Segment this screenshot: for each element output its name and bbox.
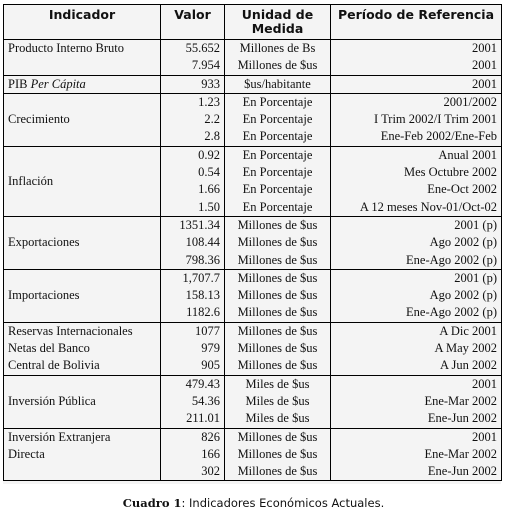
cell-valor: 1182.6 — [161, 304, 225, 322]
cell-valor: 166 — [161, 446, 225, 463]
indicator-name-part: Inflación — [8, 173, 54, 188]
table-row — [4, 446, 502, 463]
table-row — [4, 216, 502, 234]
indicator-name: Netas del Banco — [4, 340, 161, 357]
cell-periodo: Ene-Mar 2002 — [331, 446, 502, 463]
cell-valor: 7.954 — [161, 57, 225, 75]
cell-unidad: En Porcentaje — [225, 128, 331, 146]
indicator-name-part: Producto Interno Bruto — [8, 41, 124, 55]
cell-unidad: Millones de $us — [225, 287, 331, 304]
cell-valor: 1351.34 — [161, 216, 225, 234]
cell-unidad: Millones de $us — [225, 304, 331, 322]
cell-unidad: Millones de $us — [225, 269, 331, 287]
cell-periodo: Ene-Jun 2002 — [331, 463, 502, 481]
cell-valor: 1.50 — [161, 199, 225, 217]
table-row — [4, 269, 502, 287]
cell-periodo: Ene-Ago 2002 (p) — [331, 252, 502, 270]
cell-periodo: Ene-Ago 2002 (p) — [331, 304, 502, 322]
cell-valor: 933 — [161, 75, 225, 93]
indicator-name: Directa — [4, 446, 161, 463]
header-valor: Valor — [161, 5, 225, 40]
caption-label: Cuadro 1 — [122, 496, 182, 510]
cell-periodo: A May 2002 — [331, 340, 502, 357]
cell-periodo: 2001 — [331, 40, 502, 58]
indicator-name-part: Inversión Pública — [8, 393, 96, 408]
cell-unidad: En Porcentaje — [225, 111, 331, 128]
cell-unidad: En Porcentaje — [225, 181, 331, 198]
cell-unidad: Miles de $us — [225, 393, 331, 410]
table-row — [4, 340, 502, 357]
cell-valor: 826 — [161, 428, 225, 446]
cell-periodo: Ene-Jun 2002 — [331, 410, 502, 428]
table-row — [4, 40, 502, 58]
header-unidad-line2: Medida — [251, 21, 304, 36]
cell-unidad: Millones de $us — [225, 252, 331, 270]
indicator-name — [4, 463, 161, 481]
cell-unidad: Millones de $us — [225, 463, 331, 481]
table-header-row — [4, 5, 502, 40]
table-caption — [0, 496, 507, 510]
cell-valor: 1077 — [161, 322, 225, 340]
indicator-name — [4, 93, 161, 146]
cell-periodo: 2001 (p) — [331, 269, 502, 287]
cell-unidad: Millones de $us — [225, 57, 331, 75]
cell-periodo: Ene-Mar 2002 — [331, 393, 502, 410]
cell-unidad: En Porcentaje — [225, 199, 331, 217]
cell-periodo: A Jun 2002 — [331, 357, 502, 375]
cell-unidad: Millones de $us — [225, 428, 331, 446]
cell-valor: 302 — [161, 463, 225, 481]
table-row — [4, 375, 502, 393]
cell-valor: 108.44 — [161, 234, 225, 251]
cell-valor: 0.92 — [161, 146, 225, 164]
table-row — [4, 322, 502, 340]
cell-unidad: Millones de $us — [225, 340, 331, 357]
table-body — [4, 40, 502, 481]
cell-periodo: Anual 2001 — [331, 146, 502, 164]
indicator-name-part: Crecimiento — [8, 112, 70, 127]
cell-periodo: Mes Octubre 2002 — [331, 164, 502, 181]
cell-unidad: En Porcentaje — [225, 164, 331, 181]
cell-unidad: Millones de $us — [225, 234, 331, 251]
cell-periodo: A 12 meses Nov-01/Oct-02 — [331, 199, 502, 217]
indicator-name: Central de Bolivia — [4, 357, 161, 375]
indicator-name-part: Per Cápita — [30, 76, 86, 91]
cell-unidad: Miles de $us — [225, 410, 331, 428]
cell-periodo: 2001 (p) — [331, 216, 502, 234]
cell-valor: 0.54 — [161, 164, 225, 181]
cell-valor: 1,707.7 — [161, 269, 225, 287]
cell-periodo: 2001/2002 — [331, 93, 502, 111]
indicator-name — [4, 269, 161, 322]
cell-periodo: 2001 — [331, 57, 502, 75]
header-unidad — [225, 5, 331, 40]
table-row — [4, 357, 502, 375]
cell-valor: 54.36 — [161, 393, 225, 410]
cell-unidad: Millones de $us — [225, 322, 331, 340]
cell-valor: 979 — [161, 340, 225, 357]
indicator-name — [4, 375, 161, 428]
cell-unidad: En Porcentaje — [225, 93, 331, 111]
indicator-name: Reservas Internacionales — [4, 322, 161, 340]
cell-valor: 55.652 — [161, 40, 225, 58]
cell-unidad: En Porcentaje — [225, 146, 331, 164]
cell-valor: 479.43 — [161, 375, 225, 393]
cell-periodo: A Dic 2001 — [331, 322, 502, 340]
cell-periodo: Ene-Feb 2002/Ene-Feb — [331, 128, 502, 146]
cell-valor: 1.66 — [161, 181, 225, 198]
cell-periodo: 2001 — [331, 75, 502, 93]
cell-unidad: Millones de $us — [225, 446, 331, 463]
indicator-name-part: Importaciones — [8, 288, 80, 303]
cell-valor: 2.8 — [161, 128, 225, 146]
table-row — [4, 93, 502, 111]
indicator-name — [4, 146, 161, 216]
indicator-name — [4, 216, 161, 269]
header-unidad-line1: Unidad de — [241, 7, 314, 22]
cell-periodo: Ago 2002 (p) — [331, 287, 502, 304]
cell-unidad: Miles de $us — [225, 375, 331, 393]
header-periodo: Período de Referencia — [331, 5, 502, 40]
cell-unidad: Millones de Bs — [225, 40, 331, 58]
cell-periodo: I Trim 2002/I Trim 2001 — [331, 111, 502, 128]
cell-periodo: Ago 2002 (p) — [331, 234, 502, 251]
cell-valor: 1.23 — [161, 93, 225, 111]
indicator-name-part: Exportaciones — [8, 235, 80, 250]
indicator-name: Inversión Extranjera — [4, 428, 161, 446]
cell-periodo: 2001 — [331, 375, 502, 393]
cell-unidad: Millones de $us — [225, 216, 331, 234]
cell-valor: 905 — [161, 357, 225, 375]
indicator-name — [4, 75, 161, 93]
table-row — [4, 146, 502, 164]
indicator-name — [4, 40, 161, 76]
cell-valor: 798.36 — [161, 252, 225, 270]
cell-valor: 211.01 — [161, 410, 225, 428]
cell-periodo: Ene-Oct 2002 — [331, 181, 502, 198]
cell-periodo: 2001 — [331, 428, 502, 446]
indicators-table — [3, 4, 502, 481]
table-row — [4, 75, 502, 93]
table-row — [4, 428, 502, 446]
header-indicador: Indicador — [4, 5, 161, 40]
cell-valor: 2.2 — [161, 111, 225, 128]
table-row — [4, 463, 502, 481]
caption-text: : Indicadores Económicos Actuales. — [181, 496, 385, 510]
cell-valor: 158.13 — [161, 287, 225, 304]
cell-unidad: $us/habitante — [225, 75, 331, 93]
cell-unidad: Millones de $us — [225, 357, 331, 375]
indicator-name-part: PIB — [8, 76, 31, 91]
